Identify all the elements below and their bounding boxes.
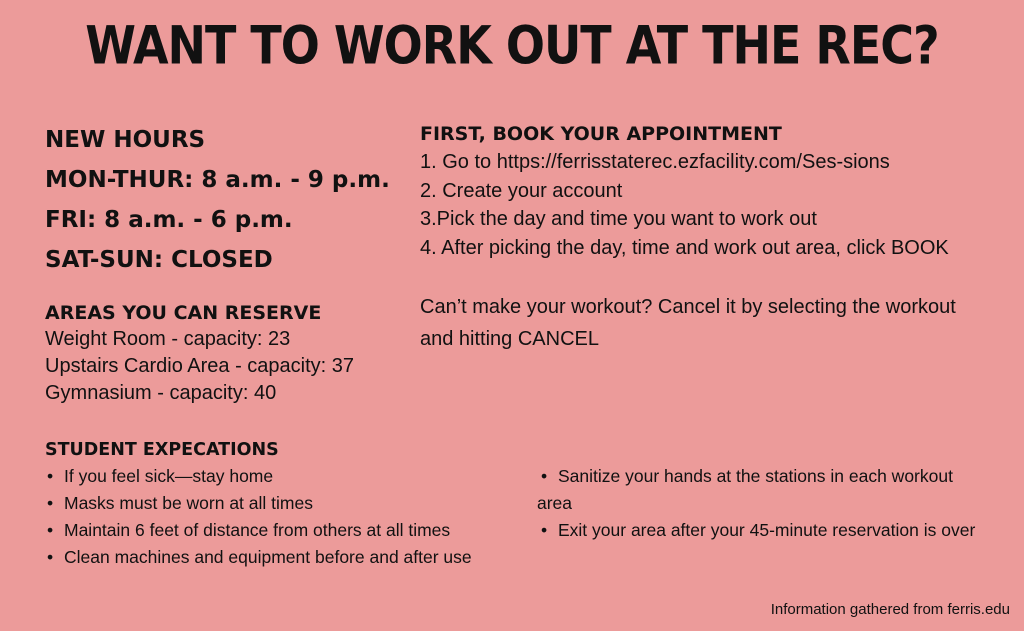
areas-section [45,300,415,407]
booking-step: 2. Create your account [420,179,623,202]
area-item: Gymnasium - capacity: 40 [45,382,277,404]
bullet-icon: • [47,547,54,567]
booking-step: 4. After picking the day, time and work out area, click BOOK [420,236,949,259]
page-title: WANT TO WORK OUT AT THE REC? [85,14,939,77]
bullet-icon: • [47,493,54,513]
bullet-icon: • [47,466,54,486]
expectation-item: • Exit your area after your 45-minute reservation is over [537,517,977,544]
booking-heading: FIRST, BOOK YOUR APPOINTMENT [420,123,782,145]
expectations-heading: STUDENT EXPECATIONS [45,440,279,460]
expectation-item: • If you feel sick—stay home [47,463,527,490]
expectations-left-list [47,463,527,571]
booking-step: 3.Pick the day and time you want to work out [420,208,817,230]
booking-step: 1. Go to https://ferrisstaterec.ezfacility.com/Ses-sions [420,151,890,173]
source-credit: Information gathered from ferris.edu [770,601,1010,618]
expectation-item: • Clean machines and equipment before and after use [47,544,527,571]
bullet-icon: • [541,520,548,540]
booking-section [420,120,990,355]
hours-line: MON-THUR: 8 a.m. - 9 p.m. [45,167,390,193]
bullet-icon: • [541,466,548,486]
area-item: Upstairs Cardio Area - capacity: 37 [45,355,355,377]
expectation-item: • Sanitize your hands at the stations in each workout area [537,463,977,517]
hours-line: FRI: 8 a.m. - 6 p.m. [45,207,293,233]
areas-heading: AREAS YOU CAN RESERVE [45,302,322,324]
hours-heading: NEW HOURS [45,127,206,153]
hours-line: SAT-SUN: CLOSED [45,247,273,273]
expectation-item: • Masks must be worn at all times [47,490,527,517]
hours-section [45,120,405,280]
area-item: Weight Room - capacity: 23 [45,328,291,350]
cancel-note: Can’t make your workout? Cancel it by selecting the workout and hitting CANCEL [420,296,956,350]
bullet-icon: • [47,520,54,540]
expectations-right-list [537,463,977,544]
expectation-item: • Maintain 6 feet of distance from others at all times [47,517,527,544]
